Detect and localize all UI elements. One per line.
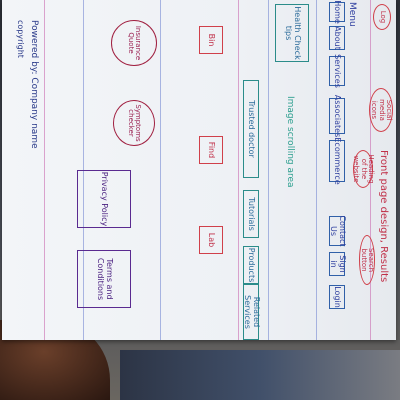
search-oval — [359, 235, 375, 285]
copyright-label: copyright — [16, 20, 25, 58]
logo-text: Log — [378, 10, 387, 24]
sleeve — [120, 350, 400, 400]
page-title: Front page design, Results — [378, 150, 389, 283]
menu-label: Menu — [347, 2, 357, 27]
ruled-line — [316, 0, 317, 340]
tab-tutorials: Tutorials — [243, 190, 259, 238]
health-check-box: Health Check tips — [275, 4, 309, 62]
menu-item-contact: Contact Us — [329, 215, 347, 247]
menu-item-login: Login — [329, 285, 345, 309]
find-box: Find — [199, 136, 223, 164]
search-label: Search button — [360, 247, 376, 273]
ruled-line — [268, 0, 269, 340]
menu-item-signin: Sign in — [329, 252, 345, 276]
heading-oval — [352, 150, 376, 188]
menu-item-about: About — [329, 26, 345, 50]
doctor-box: Trusted doctor — [243, 80, 259, 178]
powered-by-label: Powered by: Company name — [29, 20, 39, 149]
menu-item-associates: Associates — [329, 98, 345, 134]
ruled-line — [160, 0, 161, 340]
bin-box: Bin — [199, 26, 223, 54]
logo-oval — [373, 4, 391, 30]
insurance-quote-circle: Insurance Quote — [111, 20, 157, 66]
sketch-paper — [2, 0, 396, 340]
tab-related-services: Related Services — [243, 284, 259, 340]
tab-products: Products — [243, 246, 259, 284]
heading-label: Heading of the website — [352, 154, 376, 184]
social-icons-label: Social media icons — [370, 99, 394, 121]
terms-box: Terms and Conditions — [77, 250, 131, 308]
privacy-policy-box: Privacy Policy — [77, 170, 131, 228]
ruled-line — [238, 0, 239, 340]
lab-box: Lab — [199, 226, 223, 254]
ruled-line — [44, 0, 45, 340]
menu-item-services: Services — [329, 56, 345, 86]
wireframe-sketch — [5, 0, 399, 340]
social-icons-oval — [369, 88, 393, 132]
menu-item-ecommerce: Ecommerce — [329, 140, 345, 182]
menu-item-home: Home — [329, 2, 345, 22]
symptoms-checker-circle: Symptoms checker — [113, 100, 155, 146]
scrolling-area-label: Image scrolling area — [285, 96, 295, 188]
